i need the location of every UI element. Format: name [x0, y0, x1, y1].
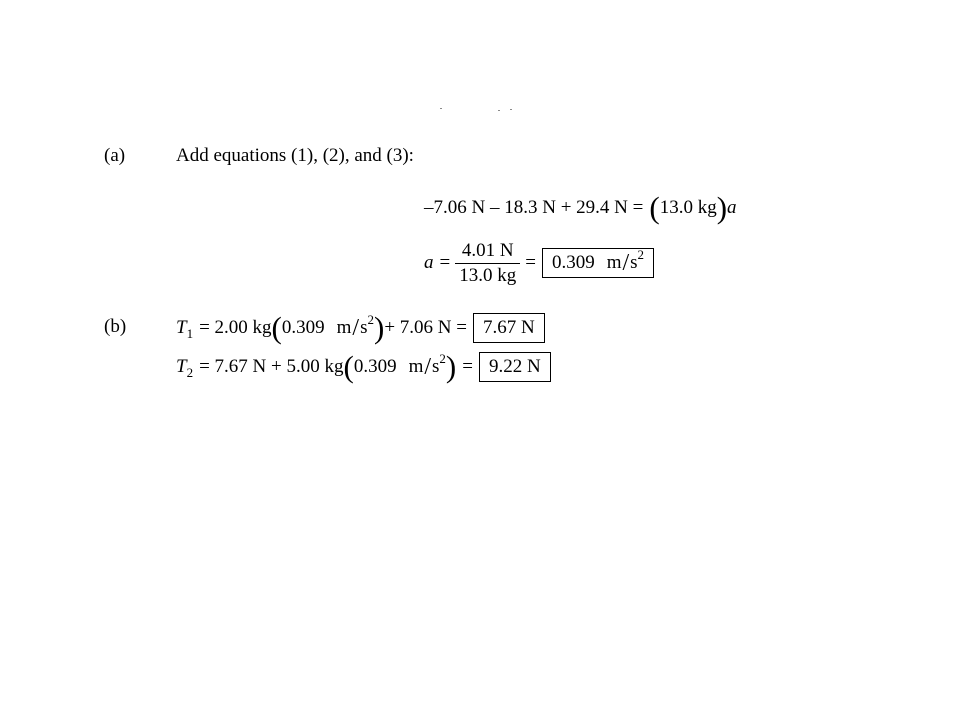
equation-tension-1: [176, 312, 545, 344]
tension-2-result-box: 9.22 N: [479, 352, 551, 382]
unit-slash: /: [352, 315, 360, 341]
scan-speck: [440, 108, 442, 109]
unit-denominator: s: [360, 317, 368, 338]
scan-speck: [498, 110, 500, 111]
acceleration-value: 0.309: [353, 356, 397, 377]
scan-speck: [510, 109, 512, 110]
close-paren: ): [445, 349, 457, 384]
result-value: 0.309: [551, 252, 595, 273]
equation-acceleration: [424, 238, 654, 288]
unit-slash: /: [622, 250, 630, 276]
unit-numerator: m: [408, 356, 424, 377]
equals-sign: =: [525, 252, 536, 273]
tension-expression: = 2.00 kg: [199, 317, 272, 338]
tension-tail: =: [462, 356, 473, 377]
tension-subscript: 1: [186, 326, 194, 341]
acceleration-fraction: [455, 239, 520, 288]
close-paren: ): [716, 190, 728, 225]
tension-subscript: 2: [186, 365, 194, 380]
open-paren: (: [649, 190, 660, 225]
close-paren: ): [373, 310, 385, 345]
unit-slash: /: [424, 354, 432, 380]
equation-sum-of-forces: [424, 192, 737, 224]
equation-mass: 13.0 kg: [659, 197, 717, 218]
unit-exponent: 2: [367, 312, 374, 327]
equals-sign: =: [439, 252, 451, 273]
fraction-denominator: 13.0 kg: [455, 263, 520, 288]
equation-lhs: –7.06 N – 18.3 N + 29.4 N =: [424, 197, 644, 218]
tension-symbol: T: [176, 317, 187, 338]
tension-symbol: T: [176, 356, 187, 377]
unit-numerator: m: [336, 317, 352, 338]
tension-expression: = 7.67 N + 5.00 kg: [199, 356, 344, 377]
tension-1-result-box: 7.67 N: [473, 313, 545, 343]
unit-exponent: 2: [439, 351, 446, 366]
unit-denominator: s: [432, 356, 440, 377]
open-paren: (: [271, 310, 282, 345]
unit-numerator: m: [606, 252, 622, 273]
tension-tail: + 7.06 N =: [384, 317, 467, 338]
part-a-label: (a): [104, 145, 126, 166]
unit-exponent: 2: [637, 247, 645, 262]
acceleration-result-box: [542, 248, 654, 278]
part-a-instruction: Add equations (1), (2), and (3):: [176, 145, 414, 166]
part-b-label: (b): [104, 316, 127, 337]
equation-tension-2: [176, 351, 551, 383]
acceleration-variable: a: [424, 252, 434, 273]
unit-denominator: s: [630, 252, 638, 273]
open-paren: (: [343, 349, 354, 384]
acceleration-value: 0.309: [281, 317, 325, 338]
acceleration-symbol: a: [727, 197, 737, 218]
fraction-numerator: 4.01 N: [461, 239, 514, 261]
